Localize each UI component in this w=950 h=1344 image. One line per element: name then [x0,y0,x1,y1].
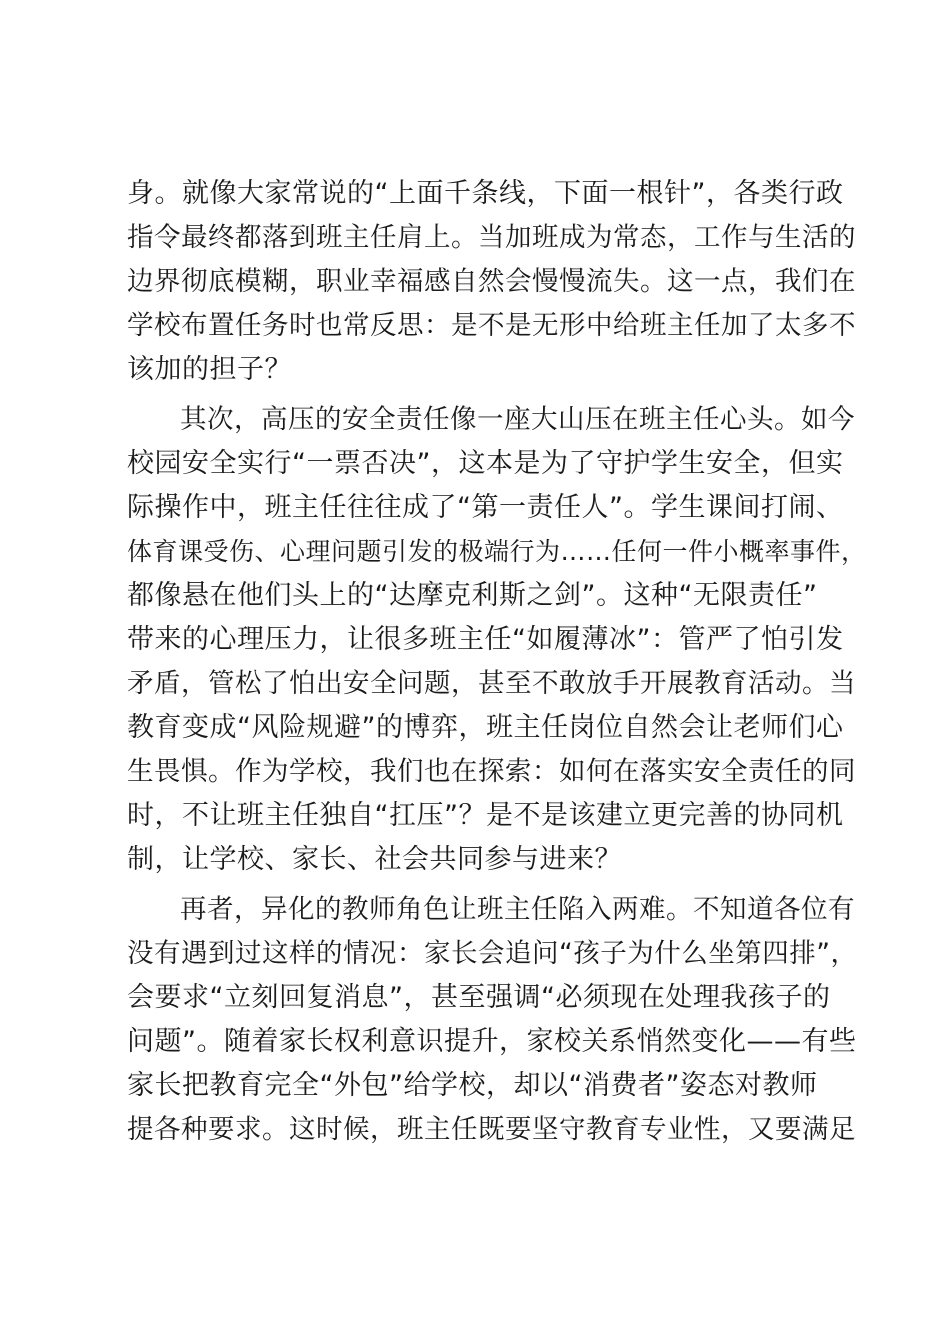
paragraph-start-line: 再者，异化的教师角色让班主任陷入两难。不知道各位有 [180,894,855,925]
text-line: 际操作中，班主任往往成了“第一责任人”。学生课间打闹、 [127,492,844,523]
text-line: 没有遇到过这样的情况：家长会追问“孩子为什么坐第四排”， [127,938,858,969]
text-line: 身。就像大家常说的“上面千条线，下面一根针”，各类行政 [127,178,844,209]
text-line: 问题”。随着家长权利意识提升，家校关系悄然变化——有些 [127,1026,857,1057]
text-line: 校园安全实行“一票否决”，这本是为了守护学生安全，但实 [127,448,844,479]
text-line: 家长把教育完全“外包”给学校，却以“消费者”姿态对教师 [127,1070,818,1101]
text-line: 指令最终都落到班主任肩上。当加班成为常态，工作与生活的 [127,222,856,253]
text-line: 该加的担子？ [127,354,292,385]
paragraph-start-line: 其次，高压的安全责任像一座大山压在班主任心头。如今 [180,404,855,435]
text-line: 带来的心理压力，让很多班主任“如履薄冰”：管严了怕引发 [127,624,844,655]
text-line: 教育变成“风险规避”的博弈，班主任岗位自然会让老师们心 [127,712,844,743]
text-line: 制，让学校、家长、社会共同参与进来？ [127,844,622,875]
text-line: 边界彻底模糊，职业幸福感自然会慢慢流失。这一点，我们在 [127,266,856,297]
text-line: 都像悬在他们头上的“达摩克利斯之剑”。这种“无限责任” [127,580,818,611]
text-line: 提各种要求。这时候，班主任既要坚守教育专业性，又要满足 [127,1114,856,1145]
text-line: 时，不让班主任独自“扛压”？是不是该建立更完善的协同机 [127,800,844,831]
text-line: 矛盾，管松了怕出安全问题，甚至不敢放手开展教育活动。当 [127,668,856,699]
text-line: 生畏惧。作为学校，我们也在探索：如何在落实安全责任的同 [127,756,856,787]
text-line: 会要求“立刻回复消息”，甚至强调“必须现在处理我孩子的 [127,982,831,1013]
text-line: 体育课受伤、心理问题引发的极端行为……任何一件小概率事件， [127,537,867,566]
text-line: 学校布置任务时也常反思：是不是无形中给班主任加了太多不 [127,310,856,341]
